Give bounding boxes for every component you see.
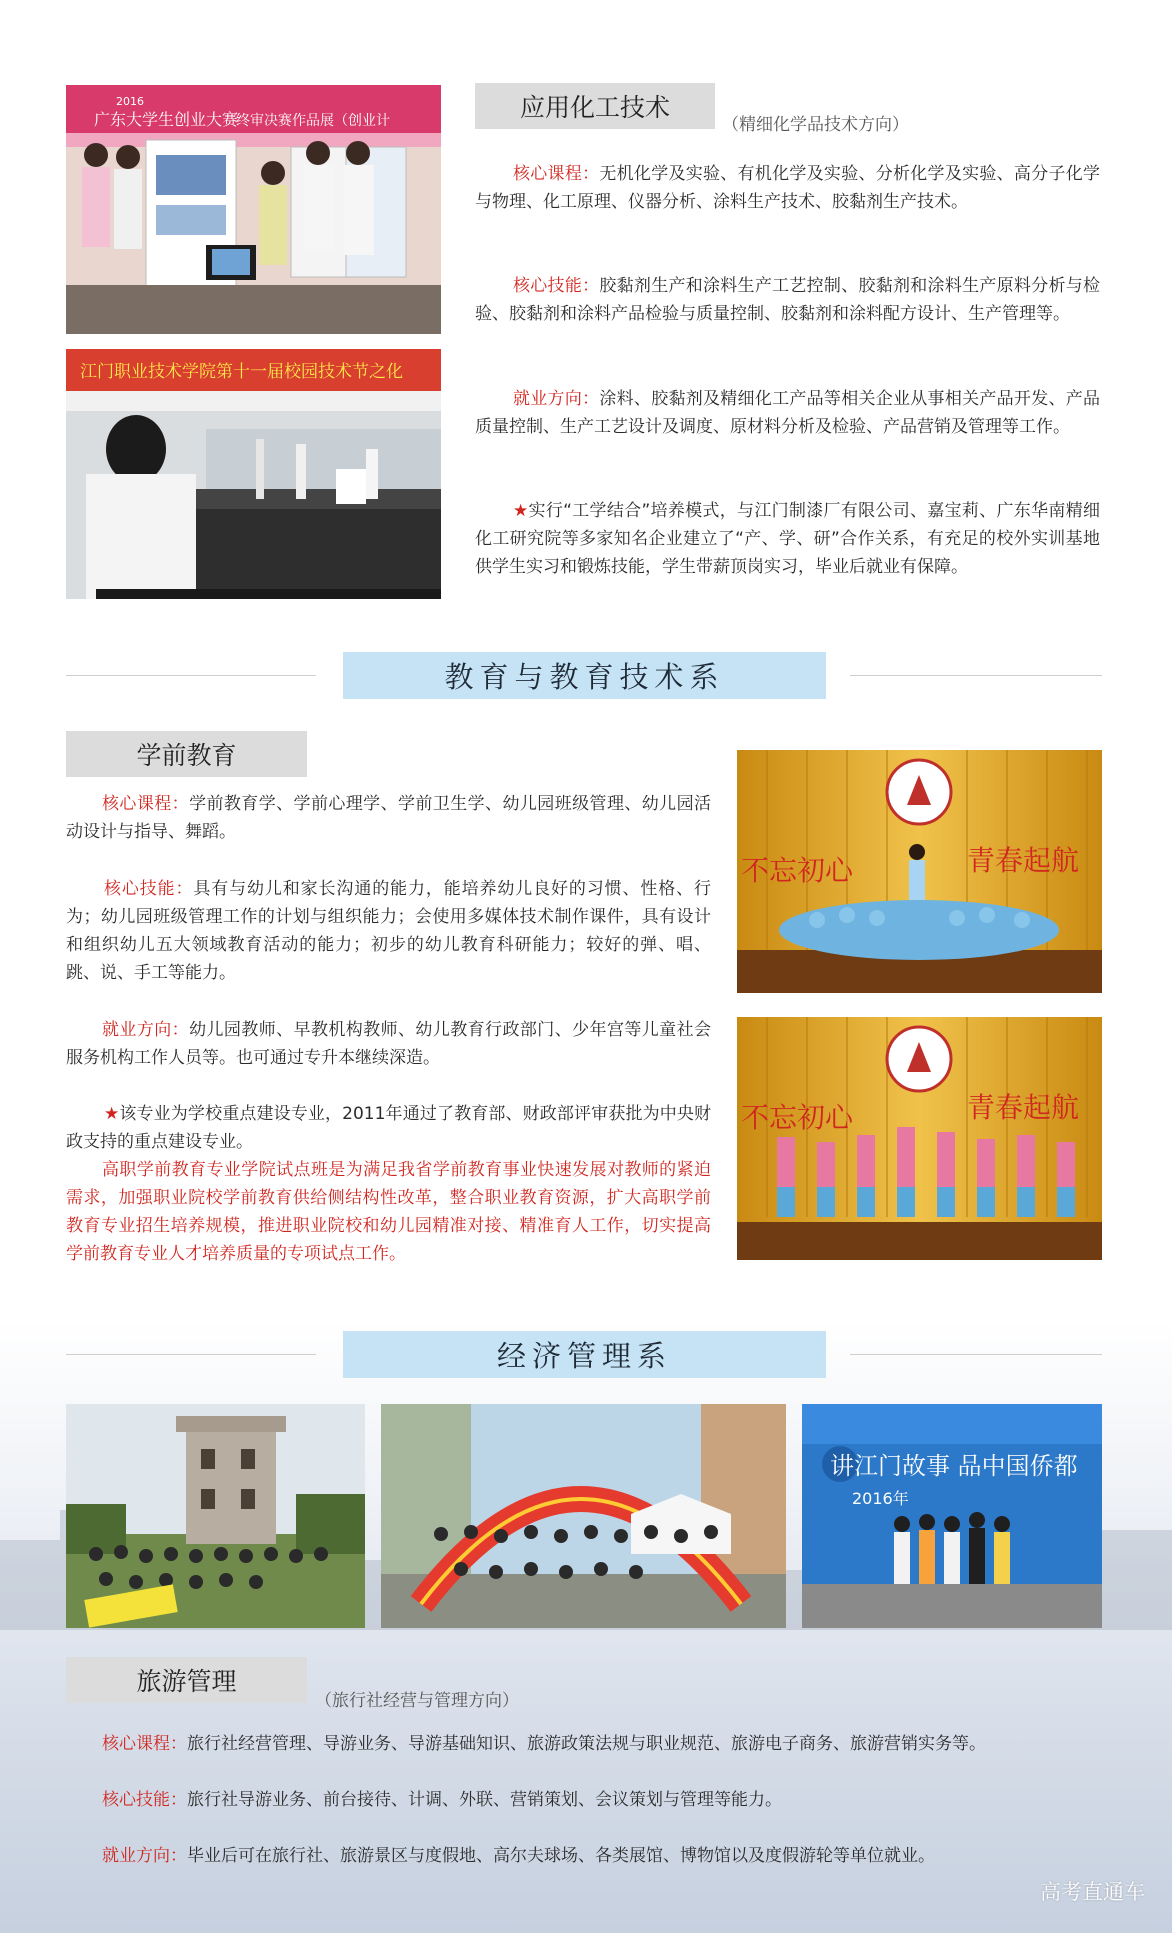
star-icon: ★ xyxy=(513,501,529,521)
photo-jiangmen-story-contest xyxy=(802,1404,1102,1628)
tourism-core-course-label: 核心课程： xyxy=(102,1734,187,1754)
divider-left xyxy=(66,675,316,676)
preschool-core-course xyxy=(66,790,711,846)
photo1-banner2: 终审决赛作品展（创业计 xyxy=(236,113,390,129)
dept-title-education: 教育与教育技术系 xyxy=(343,652,826,699)
tourism-core-skill-label: 核心技能： xyxy=(102,1790,187,1810)
tourism-core-course xyxy=(66,1730,1116,1758)
tourism-career xyxy=(66,1842,1116,1870)
preschool-core-skill-text: 具有与幼儿和家长沟通的能力，能培养幼儿良好的习惯、性格、行为；幼儿园班级管理工作的计划与组织能力；会使用多媒体技术制作课件，具有设计和组织幼儿五大领域教育活动的能力；初步的幼儿教育科研能力；较好的弹、唱、跳、说、手工等能力。 xyxy=(66,879,712,983)
stage-text-left-2: 不忘初心 xyxy=(741,1101,854,1134)
chem-core-course-text: 无机化学及实验、有机化学及实验、分析化学及实验、高分子化学与物理、化工原理、仪器分析、涂料生产技术、胶黏剂生产技术。 xyxy=(475,164,1101,212)
tourism-core-skill xyxy=(66,1786,1116,1814)
tourism-career-text: 毕业后可在旅行社、旅游景区与度假地、高尔夫球场、各类展馆、博物馆以及度假游轮等单位就业。 xyxy=(187,1846,935,1866)
photo2-banner: 江门职业技术学院第十一届校园技术节之化 xyxy=(80,362,403,382)
photo3-banner: 讲江门故事 品中国侨都 xyxy=(830,1452,1078,1480)
divider-left-2 xyxy=(66,1354,316,1355)
preschool-red-paragraph: 高职学前教育专业学院试点班是为满足我省学前教育事业快速发展对教师的紧迫需求，加强职业院校学前教育供给侧结构性改革，整合职业教育资源，扩大高职学前教育专业招生培养规模，推进职业院校和幼儿园精准对接、精准育人工作，切实提高学前教育专业人才培养质量的专项试点工作。 xyxy=(66,1160,711,1264)
photo-entrepreneurship-contest xyxy=(66,85,441,334)
star-icon: ★ xyxy=(104,1104,120,1124)
chem-core-course-label: 核心课程： xyxy=(513,164,600,184)
divider-right xyxy=(850,675,1102,676)
preschool-core-course-text: 学前教育学、学前心理学、学前卫生学、幼儿园班级管理、幼儿园活动设计与指导、舞蹈。 xyxy=(66,794,712,842)
major-title-chemical-tech: 应用化工技术 xyxy=(475,83,715,129)
preschool-highlight-text: 该专业为学校重点建设专业，2011年通过了教育部、财政部评审获批为中央财政支持的重点建设专业。 xyxy=(66,1104,712,1152)
major-note-chemical-tech: （精细化学品技术方向） xyxy=(722,115,909,135)
photo3-year: 2016年 xyxy=(852,1489,909,1508)
photo-watchtower-group xyxy=(66,1404,365,1628)
chem-career-label: 就业方向： xyxy=(513,389,600,409)
chem-career xyxy=(475,385,1100,441)
tourism-core-skill-text: 旅行社导游业务、前台接待、计调、外联、营销策划、会议策划与管理等能力。 xyxy=(187,1790,782,1810)
photo-stage-dance-1 xyxy=(737,750,1102,993)
preschool-career-text: 幼儿园教师、早教机构教师、幼儿教育行政部门、少年宫等儿童社会服务机构工作人员等。也可通过专升本继续深造。 xyxy=(66,1020,712,1068)
stage-text-right-1: 青春起航 xyxy=(967,844,1080,877)
preschool-career-label: 就业方向： xyxy=(102,1020,190,1040)
preschool-highlight xyxy=(66,1100,711,1156)
chem-core-skill-text: 胶黏剂生产和涂料生产工艺控制、胶黏剂和涂料生产原料分析与检验、胶黏剂和涂料产品检验与质量控制、胶黏剂和涂料配方设计、生产管理等。 xyxy=(475,276,1101,324)
preschool-career xyxy=(66,1016,711,1072)
photo1-banner: 广东大学生创业大赛 xyxy=(94,110,239,129)
tourism-career-label: 就业方向： xyxy=(102,1846,187,1866)
preschool-core-course-label: 核心课程： xyxy=(102,794,190,814)
tourism-core-course-text: 旅行社经营管理、导游业务、导游基础知识、旅游政策法规与职业规范、旅游电子商务、旅游营销实务等。 xyxy=(187,1734,986,1754)
preschool-core-skill xyxy=(66,875,711,987)
major-title-tourism: 旅游管理 xyxy=(66,1657,307,1703)
photo1-year-text: 2016 xyxy=(116,95,144,108)
watermark: 高考直通车 xyxy=(1040,1880,1145,1904)
stage-text-right-2: 青春起航 xyxy=(967,1091,1080,1124)
chem-core-skill xyxy=(475,272,1100,328)
stage-text-left-1: 不忘初心 xyxy=(741,854,854,887)
preschool-core-skill-label: 核心技能： xyxy=(104,879,194,899)
major-title-preschool: 学前教育 xyxy=(66,731,307,777)
chem-highlight xyxy=(475,497,1100,581)
dept-title-economics: 经济管理系 xyxy=(343,1331,826,1378)
chem-highlight-text: 实行“工学结合”培养模式，与江门制漆厂有限公司、嘉宝莉、广东华南精细化工研究院等多家知名企业建立了“产、学、研”合作关系，有充足的校外实训基地供学生实习和锻炼技能，学生带薪顶岗实习，毕业后就业有保障。 xyxy=(475,501,1100,577)
major-note-tourism: （旅行社经营与管理方向） xyxy=(315,1691,519,1711)
chem-core-skill-label: 核心技能： xyxy=(513,276,600,296)
photo-chemistry-lab xyxy=(66,349,441,599)
chem-core-course xyxy=(475,160,1100,216)
photo-stage-dance-2 xyxy=(737,1017,1102,1260)
photo-inflatable-arch-group xyxy=(381,1404,786,1628)
divider-right-2 xyxy=(850,1354,1102,1355)
chem-career-text: 涂料、胶黏剂及精细化工产品等相关企业从事相关产品开发、产品质量控制、生产工艺设计及调度、原材料分析及检验、产品营销及管理等工作。 xyxy=(475,389,1101,437)
